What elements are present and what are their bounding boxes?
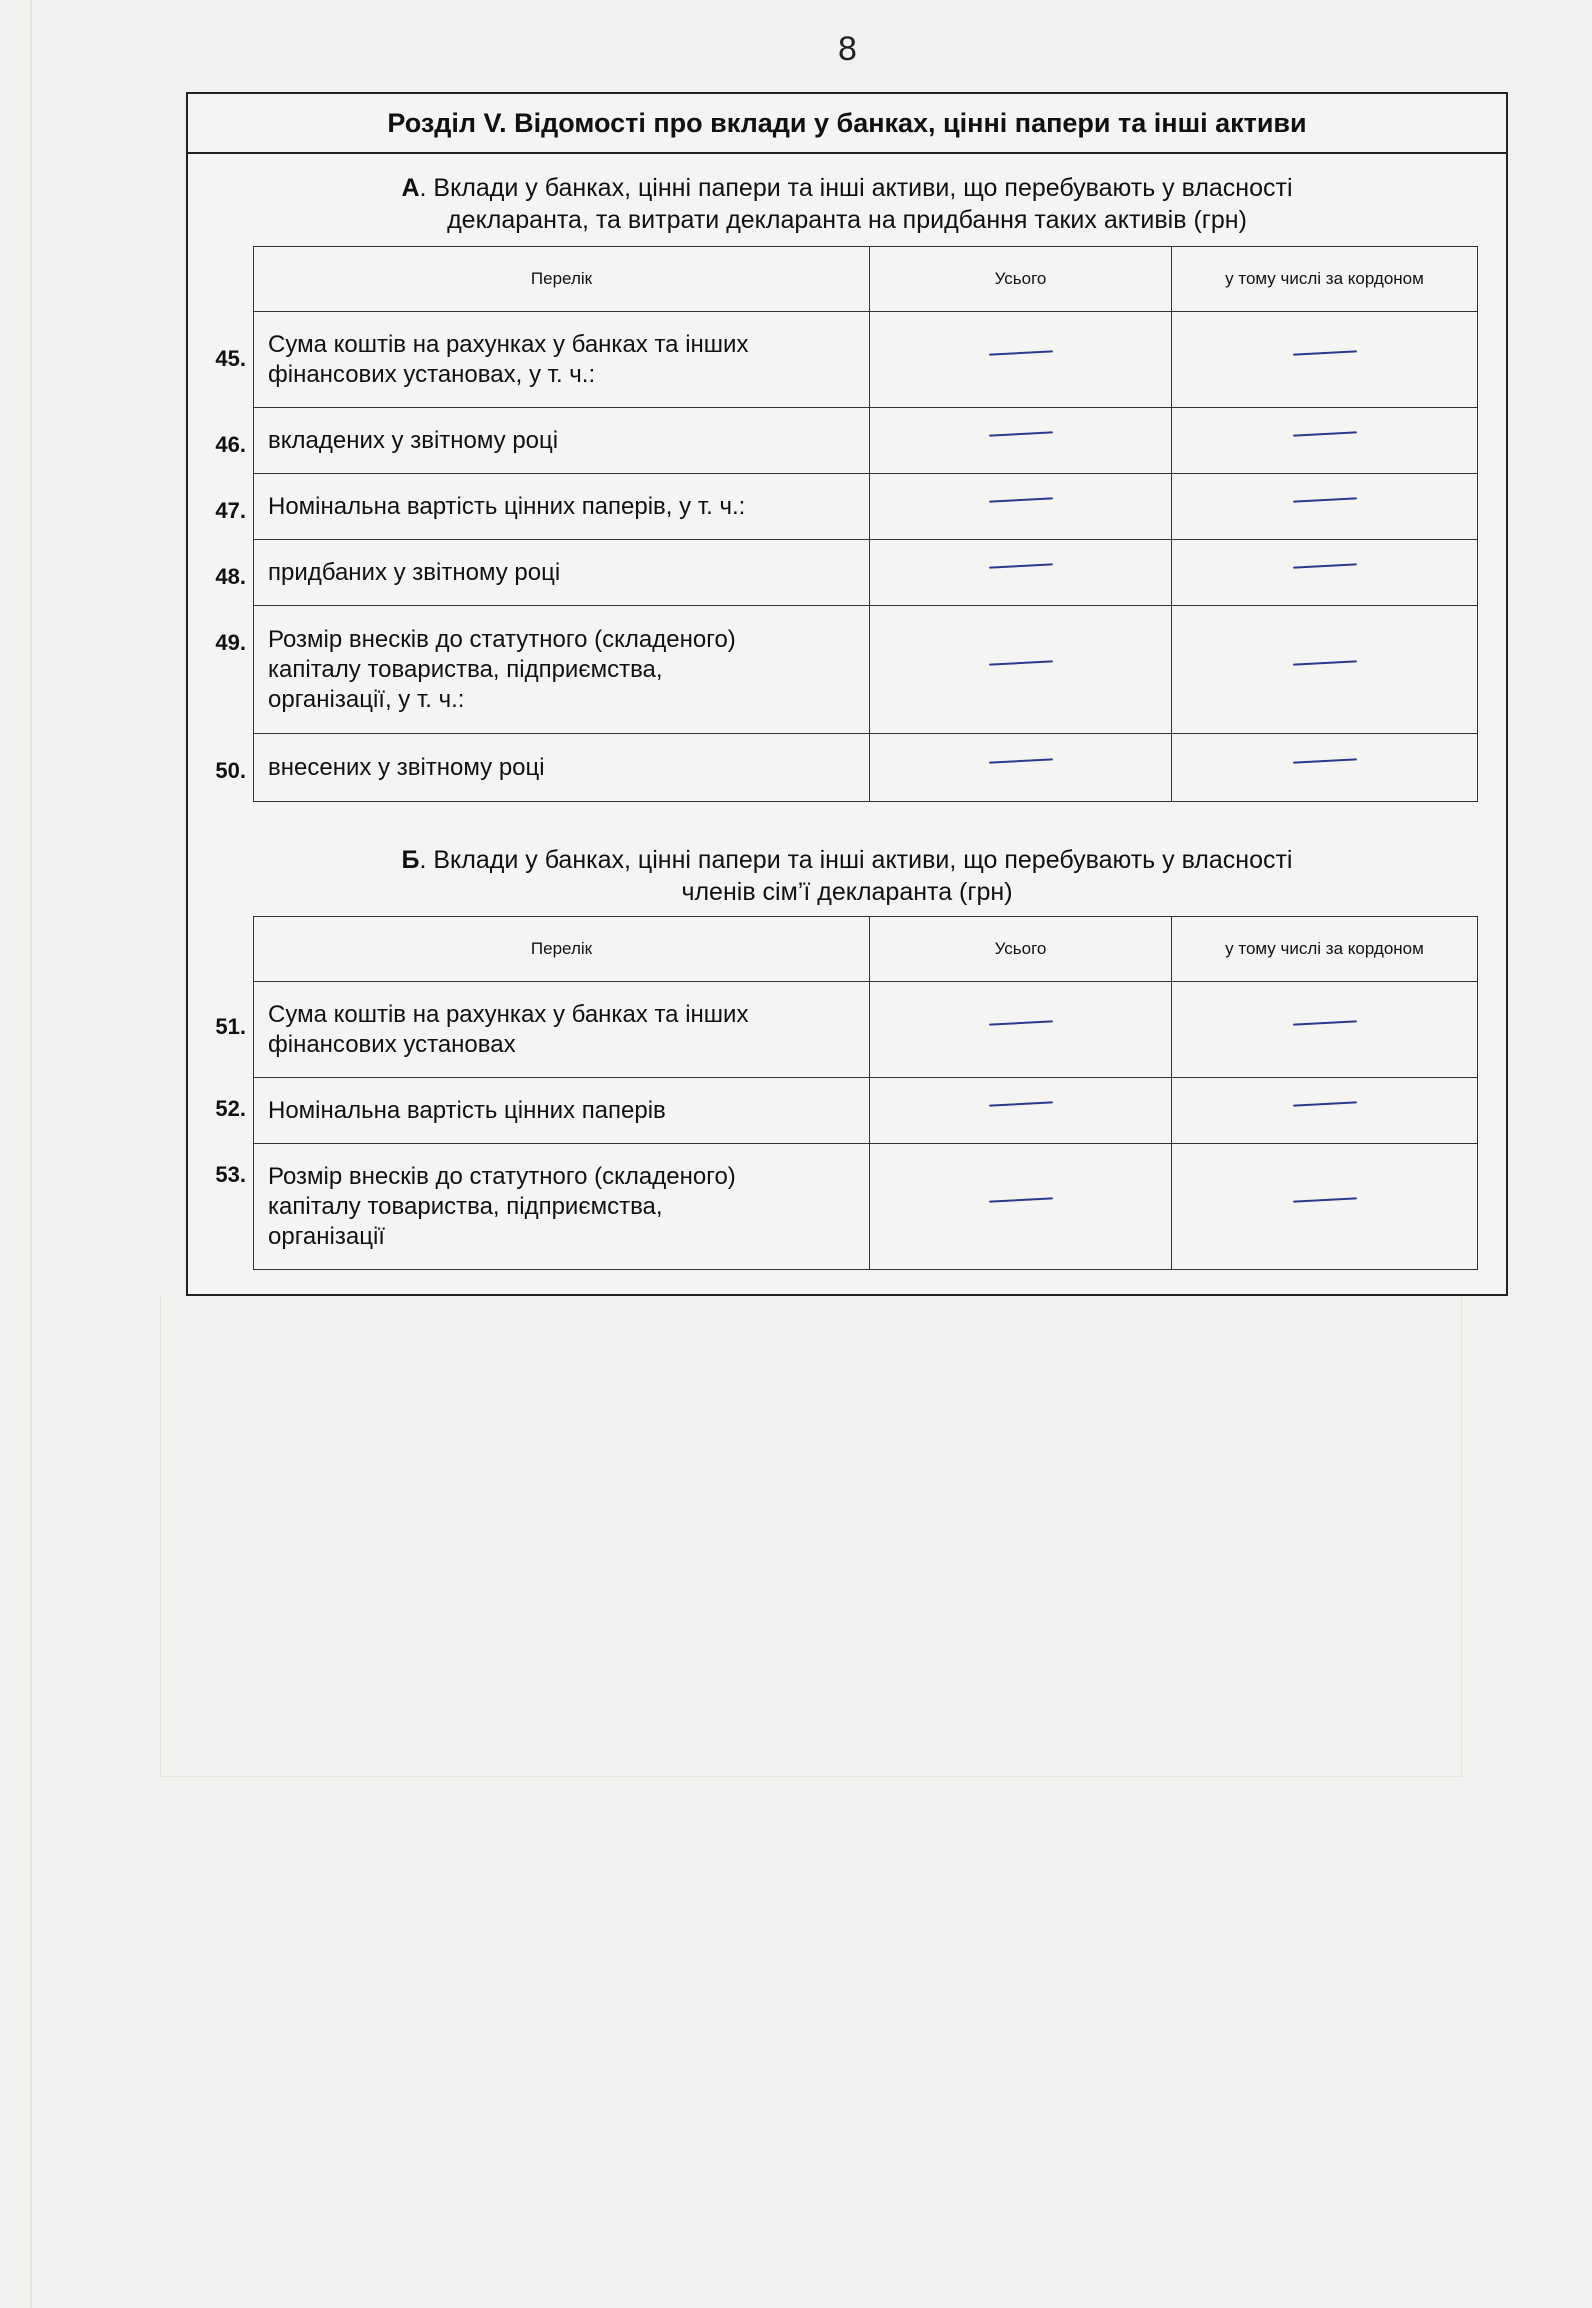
table-row <box>254 1144 1478 1270</box>
row-45-abroad[interactable] <box>1172 312 1478 408</box>
table-row <box>254 540 1478 606</box>
row-51-label: Сума коштів на рахунках у банках та інших фінансових установах <box>254 982 870 1078</box>
table-row <box>254 408 1478 474</box>
row-number: 48. <box>215 564 246 589</box>
row-number: 52. <box>215 1096 246 1121</box>
row-number: 49. <box>215 630 246 655</box>
header-total: Усього <box>870 247 1172 312</box>
table-row <box>254 734 1478 802</box>
table-row <box>254 982 1478 1078</box>
part-a-title-line1: . Вклади у банках, цінні папери та інші активи, що перебувають у власності <box>419 174 1293 202</box>
part-b-title-line2: членів сім’ї декларанта (грн) <box>681 878 1013 906</box>
row-number: 50. <box>215 758 246 783</box>
section-v-frame <box>186 92 1508 1296</box>
row-number: 45. <box>215 346 246 371</box>
header-list: Перелік <box>254 917 870 982</box>
row-48-label: придбаних у звітному році <box>254 540 870 606</box>
table-row <box>254 312 1478 408</box>
row-50-abroad[interactable] <box>1172 734 1478 802</box>
row-52-label: Номінальна вартість цінних паперів <box>254 1078 870 1144</box>
row-52-abroad[interactable] <box>1172 1078 1478 1144</box>
row-51-total[interactable] <box>870 982 1172 1078</box>
row-50-total[interactable] <box>870 734 1172 802</box>
row-49-label: Розмір внесків до статутного (складеного) капіталу товариства, підприємства, організації, у т. ч.: <box>254 606 870 734</box>
row-46-total[interactable] <box>870 408 1172 474</box>
header-abroad: у тому числі за кордоном <box>1172 917 1478 982</box>
row-50-label: внесених у звітному році <box>254 734 870 802</box>
row-53-label: Розмір внесків до статутного (складеного) капіталу товариства, підприємства, організації <box>254 1144 870 1270</box>
row-number: 51. <box>215 1014 246 1039</box>
row-53-total[interactable] <box>870 1144 1172 1270</box>
table-row <box>254 474 1478 540</box>
table-row <box>254 606 1478 734</box>
section-title: Розділ V. Відомості про вклади у банках, цінні папери та інші активи <box>188 94 1506 154</box>
scan-edge <box>30 0 32 2308</box>
header-list: Перелік <box>254 247 870 312</box>
table-row <box>254 1078 1478 1144</box>
row-49-total[interactable] <box>870 606 1172 734</box>
part-a-title <box>188 172 1506 236</box>
part-b-title-line1: . Вклади у банках, цінні папери та інші активи, що перебувають у власності <box>419 846 1293 874</box>
part-a-letter: А <box>401 174 420 202</box>
row-48-abroad[interactable] <box>1172 540 1478 606</box>
row-46-label: вкладених у звітному році <box>254 408 870 474</box>
row-49-abroad[interactable] <box>1172 606 1478 734</box>
header-total: Усього <box>870 917 1172 982</box>
row-53-abroad[interactable] <box>1172 1144 1478 1270</box>
row-number: 46. <box>215 432 246 457</box>
row-48-total[interactable] <box>870 540 1172 606</box>
header-abroad: у тому числі за кордоном <box>1172 247 1478 312</box>
row-45-total[interactable] <box>870 312 1172 408</box>
part-b-letter: Б <box>401 846 420 874</box>
bleed-through-ghost <box>160 1296 1462 1777</box>
row-47-total[interactable] <box>870 474 1172 540</box>
row-47-abroad[interactable] <box>1172 474 1478 540</box>
part-a-title-line2: декларанта, та витрати декларанта на придбання таких активів (грн) <box>447 206 1247 234</box>
page-number: 8 <box>838 30 857 68</box>
part-a-table <box>253 246 1478 802</box>
row-number: 53. <box>215 1162 246 1187</box>
row-45-label: Сума коштів на рахунках у банках та інших фінансових установах, у т. ч.: <box>254 312 870 408</box>
row-51-abroad[interactable] <box>1172 982 1478 1078</box>
part-b-title <box>188 844 1506 908</box>
row-47-label: Номінальна вартість цінних паперів, у т. ч.: <box>254 474 870 540</box>
part-b-table <box>253 916 1478 1270</box>
row-46-abroad[interactable] <box>1172 408 1478 474</box>
row-number: 47. <box>215 498 246 523</box>
row-52-total[interactable] <box>870 1078 1172 1144</box>
